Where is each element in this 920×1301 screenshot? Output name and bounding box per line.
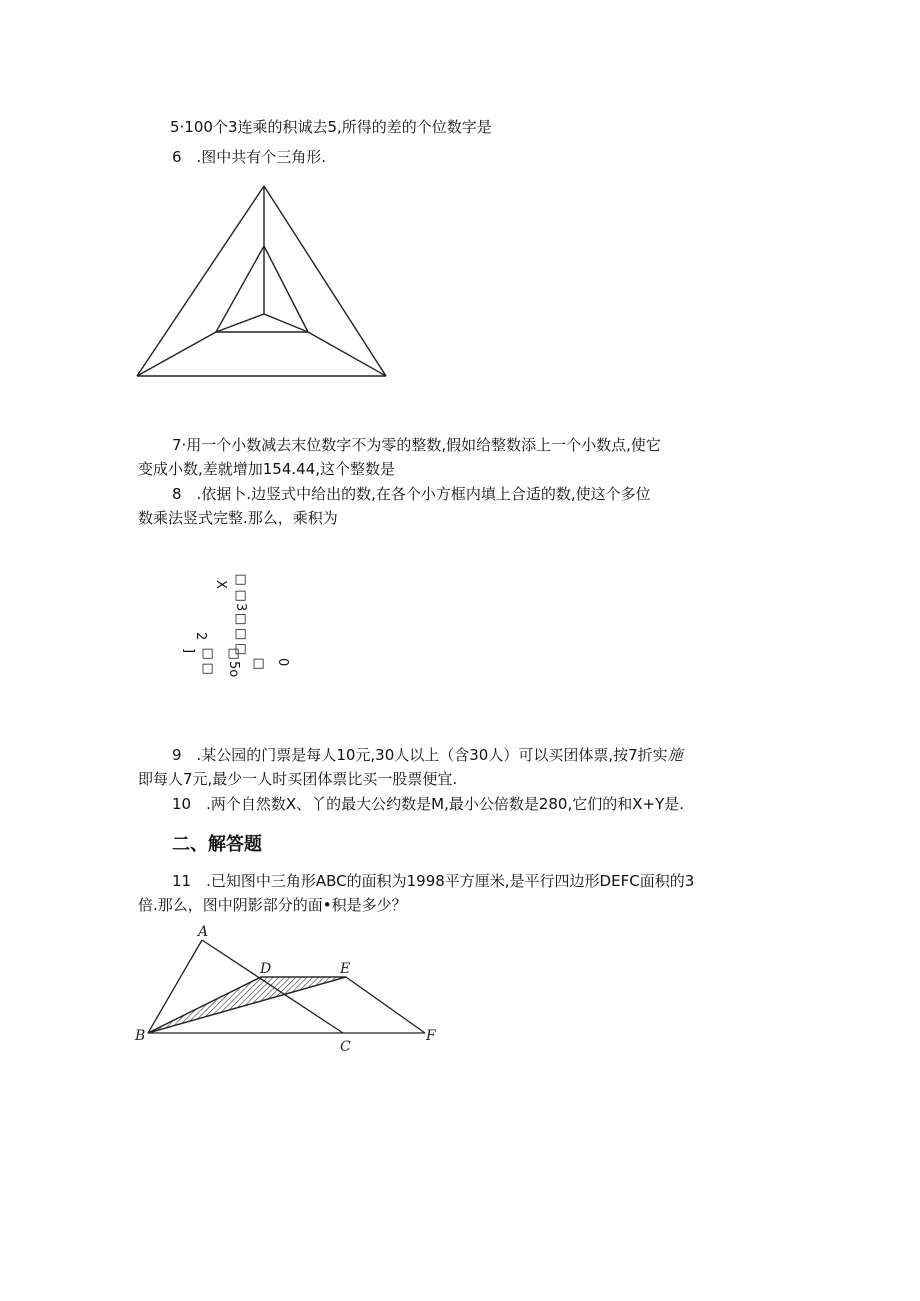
question-8-line2: 数乘法竖式完整.那么，乘积为: [138, 509, 338, 527]
label-e: E: [340, 961, 351, 977]
edge-ef: [346, 977, 425, 1033]
question-7-line2: 变成小数,差就增加154.44,这个整数是: [138, 460, 396, 478]
label-d: D: [260, 961, 272, 977]
mult-row2-a: 2: [193, 632, 208, 641]
section-2-title: 二、解答题: [172, 834, 262, 855]
inner-center-left: [216, 314, 264, 332]
question-8-line1: 8 .依据卜.边竖式中给出的数,在各个小方框内填上合适的数,使这个多位: [172, 485, 651, 503]
connector-right: [308, 332, 386, 376]
label-b: B: [135, 1028, 146, 1044]
mult-row3-a: □□: [200, 646, 215, 676]
mult-col1-top: □: [233, 572, 248, 587]
question-9-text: 9 .某公园的门票是每人10元,30人以上（含30人）可以买团体票,按7折实: [172, 746, 668, 764]
inner-center-right: [264, 314, 308, 332]
mult-zero: 0: [275, 658, 290, 667]
question-9-italic: 施: [667, 746, 683, 764]
triangle-parallelogram-figure: [132, 920, 452, 1055]
edge-ac: [202, 940, 343, 1033]
inner-right-edge: [264, 246, 308, 332]
question-9-line1: [172, 745, 683, 765]
mult-box-single: □: [251, 656, 266, 671]
label-f: F: [426, 1028, 436, 1044]
label-a: A: [198, 924, 209, 940]
inner-left-edge: [216, 246, 264, 332]
label-c: C: [340, 1039, 351, 1055]
question-11-line2: 倍.那么，图中阴影部分的面•积是多少？: [138, 896, 407, 914]
nested-triangles-figure: [132, 182, 392, 382]
mult-row2-b: ]: [181, 648, 196, 654]
mult-row3-c: □5o: [226, 646, 241, 678]
mult-x-sign: X: [213, 580, 228, 589]
question-11-line1: 11 .已知图中三角形ABC的面积为1998平方厘米,是平行四边形DEFC面积的3: [172, 872, 695, 890]
mult-col1-mid: □3□□□: [233, 588, 248, 657]
connector-left: [137, 332, 216, 376]
question-5: 5·100个3连乘的积诚去5,所得的差的个位数字是: [170, 118, 492, 136]
question-9-line2: 即每人7元,最少一人时买团体票比买一股票便宜.: [138, 770, 458, 788]
question-10: 10 .两个自然数X、丫的最大公约数是M,最小公倍数是280,它们的和X+Y是.: [172, 795, 685, 813]
question-7-line1: 7·用一个小数减去末位数字不为零的整数,假如给整数添上一个小数点,使它: [172, 436, 661, 454]
question-6: 6 .图中共有个三角形.: [172, 148, 327, 166]
